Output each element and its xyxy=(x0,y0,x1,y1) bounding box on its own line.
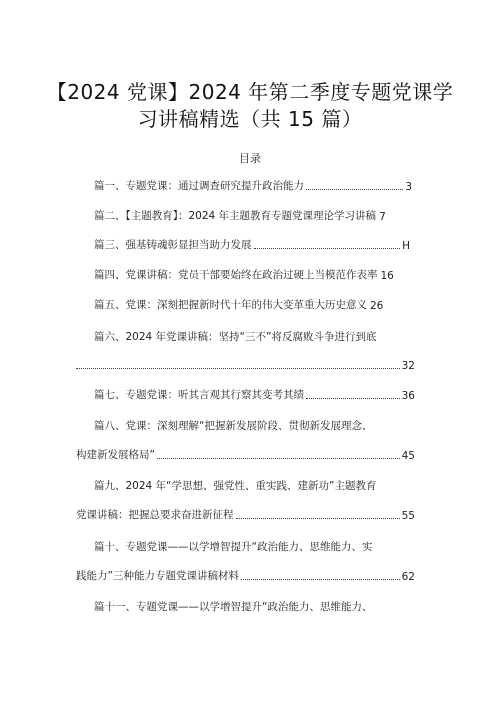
toc-entry-title-continued: 构建新发展格局” xyxy=(76,449,155,461)
toc-entry-title: 篇九、2024 年“学思想、强党性、重实践、建新功”主题教育 xyxy=(94,480,377,492)
toc-entry[interactable] xyxy=(0,179,500,193)
toc-entry-page: 45 xyxy=(401,450,415,462)
toc-leader-dots xyxy=(157,457,400,459)
toc-entry[interactable] xyxy=(0,298,500,312)
toc-entry-page: 26 xyxy=(370,300,384,312)
toc-leader-dots xyxy=(254,247,401,249)
toc-leader-dots xyxy=(306,188,403,190)
toc-entry-continuation[interactable] xyxy=(0,569,500,583)
toc-entry-page: 16 xyxy=(380,270,394,282)
toc-entry-page: 62 xyxy=(401,571,415,583)
toc-entry-continuation[interactable] xyxy=(0,358,500,372)
toc-entry[interactable] xyxy=(0,209,500,223)
toc-entry-title: 篇三、强基铸魂彰显担当助力发展 xyxy=(94,239,252,251)
toc-entry[interactable] xyxy=(0,418,500,432)
toc-entry-title-continued: 践能力”三种能力专题党课讲稿材料 xyxy=(76,570,239,582)
document-title-line-2: 习讲稿精选（共 15 篇） xyxy=(137,107,363,131)
toc-entry[interactable] xyxy=(0,599,500,613)
toc-entry-page: 55 xyxy=(401,510,415,522)
toc-leader-dots xyxy=(306,397,400,399)
toc-entry[interactable] xyxy=(0,388,500,402)
toc-entry[interactable] xyxy=(0,539,500,553)
toc-entry-title: 篇十一、专题党课——以学增智提升“政治能力、思维能力、 xyxy=(94,601,373,613)
toc-entry-title: 篇一、专题党课：通过调查研究提升政治能力 xyxy=(94,180,304,192)
toc-entry-page: 36 xyxy=(401,390,415,402)
toc-leader-dots xyxy=(236,517,400,519)
toc-entry-title: 篇二、【主题教育】：2024 年主题教育专题党课理论学习讲稿 xyxy=(94,210,377,222)
toc-entry-page: 7 xyxy=(379,211,386,223)
toc-entry-title: 篇四、党课讲稿：党员干部要始终在政治过硬上当模范作表率 xyxy=(94,269,378,281)
document-title-line-1: 【2024 党课】2024 年第二季度专题党课学 xyxy=(46,80,454,104)
toc-entry-title: 篇六、2024 年党课讲稿：坚持“三不”将反腐败斗争进行到底 xyxy=(94,331,377,343)
toc-leader-dots xyxy=(241,578,400,580)
toc-entry-title: 篇七、专题党课：听其言观其行察其变考其绩 xyxy=(94,389,304,401)
toc-entry[interactable] xyxy=(0,268,500,282)
toc-entry-page: H xyxy=(402,240,410,252)
toc-entry-page: 3 xyxy=(405,181,412,193)
toc-entry[interactable] xyxy=(0,329,500,343)
toc-entry-continuation[interactable] xyxy=(0,508,500,522)
toc-entry[interactable] xyxy=(0,478,500,492)
toc-entry-continuation[interactable] xyxy=(0,448,500,462)
toc-entry-title: 篇八、党课：深刻理解“把握新发展阶段、贯彻新发展理念、 xyxy=(94,420,373,432)
toc-leader-dots xyxy=(76,367,400,369)
toc-entry[interactable] xyxy=(0,238,500,252)
toc-entry-title: 篇十、专题党课——以学增智提升“政治能力、思维能力、实 xyxy=(94,541,373,553)
toc-heading: 目录 xyxy=(239,152,261,165)
toc-entry-title-continued: 党课讲稿：把握总要求奋进新征程 xyxy=(76,509,234,521)
toc-entry-title: 篇五、党课：深刻把握新时代十年的伟大变革重大历史意义 xyxy=(94,299,367,311)
toc-entry-page: 32 xyxy=(401,360,415,372)
